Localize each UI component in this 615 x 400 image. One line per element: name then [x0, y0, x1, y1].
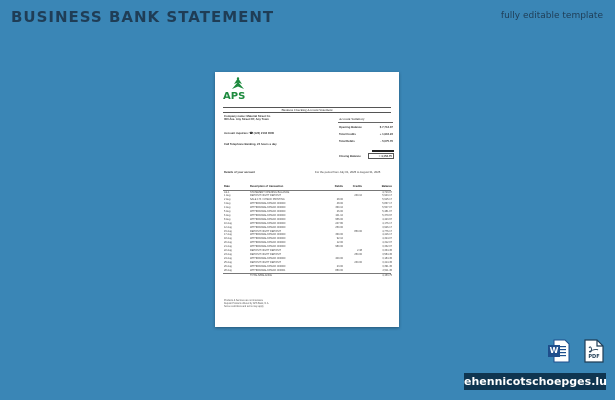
logo-text: APS: [223, 91, 246, 102]
table-cell: 4,776.17: [382, 229, 392, 233]
telephone-banking: Call Telephone Banking, 24 hours a day: [224, 142, 277, 146]
table-cell: DEPOSIT NIGHT DEPOSIT: [250, 194, 282, 198]
table-cell: 3,584.45: [382, 252, 392, 256]
table-cell: 4,416.17: [382, 233, 392, 237]
header-balance: Balance: [381, 185, 392, 188]
table-cell: 1 Aug: [224, 194, 231, 198]
summary-title: Account Summary: [339, 117, 365, 121]
table-cell: 28.00: [336, 198, 343, 202]
table-cell: 2,511.45: [382, 268, 392, 272]
table-cell: DEPOSIT NIGHT DEPOSIT: [250, 249, 282, 252]
table-cell: 101.10: [335, 213, 343, 217]
table-cell: 10 Aug: [224, 221, 232, 225]
header-debits: Debits: [334, 185, 343, 188]
table-cell: 4,324.07: [382, 237, 392, 241]
table-cell: 17 Aug: [224, 233, 232, 237]
table-cell: 5,379.97: [382, 213, 392, 217]
table-cell: 24 Aug: [224, 256, 232, 260]
summary-rule: [338, 122, 393, 123]
footer-note: Deposit Products offered by APS Bank, N.A.: [224, 303, 270, 305]
word-file-icon[interactable]: [548, 339, 568, 363]
table-cell: 2.38: [357, 249, 362, 252]
table-cell: 850.00: [354, 229, 362, 233]
table-cell: WITHDRAWAL/CHECK 000000: [250, 237, 286, 241]
table-cell: 956.00: [335, 217, 343, 221]
total-credits-value: + 1,916.23: [379, 132, 393, 136]
opening-balance-label: Opening Balance: [339, 125, 362, 129]
site-watermark: ehennicotschoepges.lu: [464, 375, 607, 388]
table-cell: 400.00: [335, 256, 343, 260]
table-cell: SALE 173 / CHECK PRINTING: [250, 198, 285, 202]
table-cell: 8 Aug: [224, 217, 231, 221]
table-cell: 22 Aug: [224, 249, 232, 252]
total-debits-label: Total Debits: [339, 139, 355, 143]
leaf-icon: [229, 77, 247, 91]
table-cell: STATEMENT OPENING BALANCE: [250, 190, 290, 194]
table-cell: 250.00: [354, 252, 362, 256]
table-cell: 26.00: [336, 210, 343, 213]
table-cell: 5 Aug: [224, 210, 231, 213]
footer-note: Some restrictions and terms may apply: [224, 306, 264, 308]
table-cell: 23 Aug: [224, 252, 232, 256]
table-cell: 3,334.45: [382, 249, 392, 252]
table-cell: 26 Aug: [224, 264, 232, 268]
table-cell: 360.10: [335, 206, 343, 210]
table-cell: 18 Aug: [224, 237, 232, 241]
table-cell: 25 Aug: [224, 260, 232, 264]
bank-logo: [223, 77, 253, 101]
table-cell: WITHDRAWAL/CHECK 000000: [250, 233, 286, 237]
table-cell: WITHDRAWAL/CHECK 000000: [250, 213, 286, 217]
table-cell: WITHDRAWAL/CHECK 000000: [250, 225, 286, 229]
table-cell: 360.00: [335, 233, 343, 237]
footer-note: Products & Services are not insurance: [224, 300, 264, 302]
table-cell: 2 Aug: [224, 198, 231, 202]
table-cell: 3,332.07: [382, 245, 392, 249]
table-cell: 4 Aug: [224, 206, 231, 210]
table-cell: 230.00: [354, 260, 362, 264]
statement-period: For the period from July 01, 2025 to August 31, 2025: [315, 170, 381, 174]
word-icon-letter: W: [549, 346, 559, 355]
opening-balance-value: $ 7,713.07: [379, 125, 393, 129]
pdf-file-icon[interactable]: [584, 339, 604, 363]
total-debits-value: - 5,075.76: [380, 139, 393, 143]
table-header: [215, 185, 399, 189]
debits-underline: [372, 150, 394, 152]
table-cell: 880.00: [335, 268, 343, 272]
header-date: Date: [224, 185, 230, 188]
table-cell: WITHDRAWAL/CHECK 000000: [250, 256, 286, 260]
table-cell: 21 Aug: [224, 245, 232, 249]
table-cell: 3,391.45: [382, 264, 392, 268]
pdf-icon-label: PDF: [588, 354, 600, 360]
table-cell: DEPOSIT NIGHT DEPOSIT: [250, 260, 282, 264]
table-cell: TOTALS/BALANCE: [250, 273, 272, 277]
table-cell: 5,915.17: [382, 198, 392, 202]
table-cell: 230.10: [354, 194, 362, 198]
table-cell: 4,153.75: [382, 273, 392, 277]
table-cell: 247.80: [335, 221, 343, 225]
table-cell: 3,926.17: [382, 225, 392, 229]
table-cell: 12.00: [336, 241, 343, 245]
company-name: Company name: Material Street Co: [224, 114, 271, 118]
header-description: Description of transaction: [250, 185, 284, 188]
table-cell: WITHDRAWAL/CHECK 000000: [250, 245, 286, 249]
table-cell: 4,312.07: [382, 241, 392, 245]
closing-balance-label: Closing Balance: [339, 153, 361, 158]
header-credits: Credits: [352, 185, 362, 188]
table-cell: 3,414.45: [382, 260, 392, 264]
header-rule-bottom: [223, 112, 391, 113]
table-cell: WITHDRAWAL/CHECK 000000: [250, 210, 286, 213]
table-row-totals: [215, 274, 399, 278]
table-cell: 5,943.17: [382, 194, 392, 198]
table-cell: 28 Aug: [224, 268, 232, 272]
table-cell: WITHDRAWAL/CHECK 000000: [250, 206, 286, 210]
table-cell: 4,713.07: [382, 190, 392, 194]
table-cell: 5,867.17: [382, 202, 392, 206]
table-cell: 3 Aug: [224, 202, 231, 206]
table-cell: 12 Aug: [224, 225, 232, 229]
page-banner-title: BUSINESS BANK STATEMENT: [11, 8, 275, 26]
table-cell: DEPOSIT NIGHT DEPOSIT: [250, 229, 282, 233]
table-cell: 250.00: [335, 225, 343, 229]
total-credits-label: Total Credits: [339, 132, 356, 136]
table-cell: 4,423.97: [382, 217, 392, 221]
table-cell: 4,176.17: [382, 221, 392, 225]
statement-document: [215, 72, 399, 327]
table-cell: 20 Aug: [224, 241, 232, 245]
table-cell: 3,184.45: [382, 256, 392, 260]
closing-balance-value: = 4,153.75: [378, 153, 392, 158]
table-row: [215, 269, 399, 273]
table-cell: WITHDRAWAL/CHECK 000000: [250, 217, 286, 221]
account-details-label: Details of your account: [224, 170, 255, 174]
table-cell: 48.00: [336, 202, 343, 206]
table-cell: DEPOSIT NIGHT DEPOSIT: [250, 252, 282, 256]
table-cell: WITHDRAWAL/CHECK 000000: [250, 241, 286, 245]
table-cell: WITHDRAWAL/CHECK 000000: [250, 202, 286, 206]
table-cell: WITHDRAWAL/CHECK 000001: [250, 268, 286, 272]
table-cell: 980.00: [335, 245, 343, 249]
table-cell: WITHDRAWAL/CHECK 000000: [250, 221, 286, 225]
account-inquiries: Account inquiries: ☎ (123) 2132 0000: [224, 131, 275, 135]
table-cell: WITHDRAWAL/CHECK 000000: [250, 264, 286, 268]
table-cell: 23.00: [336, 264, 343, 268]
table-cell: 92.10: [336, 237, 343, 241]
table-cell: 5,507.07: [382, 206, 392, 210]
table-cell: Jul-1: [224, 190, 230, 194]
table-cell: 6 Aug: [224, 213, 231, 217]
page-banner-subtitle: fully editable template: [500, 11, 603, 21]
table-cell: 5,481.07: [382, 210, 392, 213]
table-cell: 15 Aug: [224, 229, 232, 233]
company-address: 000 Ave. Any Street NY, Any Town: [224, 117, 269, 121]
document-title: Business Checking Account Statement: [281, 108, 333, 112]
